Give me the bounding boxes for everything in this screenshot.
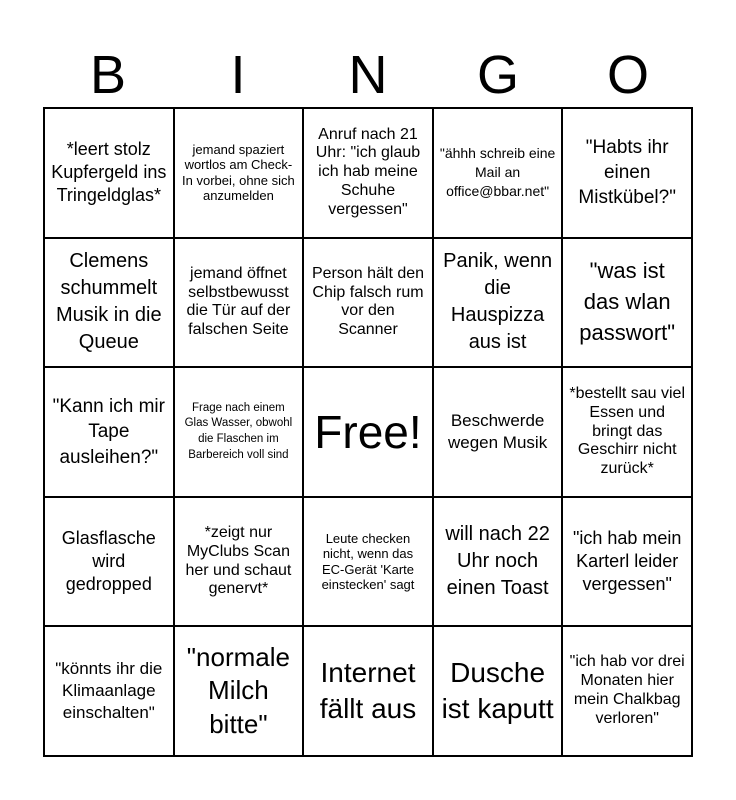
title-letter-g: G <box>476 45 519 105</box>
cell-text: will nach 22 Uhr noch einen Toast <box>445 523 550 600</box>
bingo-cell[interactable] <box>433 367 563 497</box>
bingo-cell[interactable] <box>433 238 563 368</box>
cell-text: Person hält den Chip falsch rum vor den Scanner <box>311 264 425 339</box>
cell-text: Panik, wenn die Hauspizza aus ist <box>443 250 553 354</box>
free-cell[interactable] <box>303 367 433 497</box>
bingo-cell[interactable] <box>174 497 304 627</box>
cell-text: *bestellt sau viel Essen und bringt das Geschirr nicht zurück* <box>569 384 686 478</box>
bingo-cell[interactable] <box>303 626 433 756</box>
bingo-cell[interactable] <box>433 626 563 756</box>
bingo-cell[interactable] <box>44 626 174 756</box>
cell-text: "Kann ich mir Tape ausleihen?" <box>52 396 165 468</box>
bingo-cell[interactable] <box>44 238 174 368</box>
cell-text: "ich hab mein Karterl leider vergessen" <box>572 527 682 595</box>
bingo-cell[interactable] <box>562 367 692 497</box>
bingo-cell[interactable] <box>433 108 563 238</box>
cell-text: Leute checken nicht, wenn das EC-Gerät 'Karte einstecken' sagt <box>321 530 415 592</box>
cell-text: "Habts ihr einen Mistkübel?" <box>578 136 676 209</box>
cell-text: "was ist das wlan passwort" <box>579 258 676 345</box>
cell-text: Clemens schummelt Musik in die Queue <box>55 250 162 354</box>
bingo-cell[interactable] <box>562 626 692 756</box>
bingo-grid <box>43 107 693 757</box>
cell-text: "ähhh schreib eine Mail an office@bbar.net" <box>439 145 556 200</box>
bingo-cell[interactable] <box>562 108 692 238</box>
cell-text: Dusche ist kaputt <box>441 656 554 725</box>
bingo-cell[interactable] <box>44 367 174 497</box>
bingo-cell[interactable] <box>303 108 433 238</box>
cell-text: Beschwerde wegen Musik <box>447 410 548 452</box>
bingo-cell[interactable] <box>44 108 174 238</box>
bingo-title <box>43 40 693 110</box>
cell-text: Internet fällt aus <box>319 656 417 725</box>
cell-text: jemand öffnet selbstbewusst die Tür auf der falschen Seite <box>186 264 291 339</box>
free-label: Free! <box>314 405 422 458</box>
bingo-cell[interactable] <box>174 238 304 368</box>
cell-text: jemand spaziert wortlos am Check-In vorbei, ohne sich anzumelden <box>182 142 295 204</box>
cell-text: Frage nach einem Glas Wasser, obwohl die Flaschen im Barbereich voll sind <box>184 401 293 461</box>
bingo-cell[interactable] <box>562 497 692 627</box>
cell-text: *zeigt nur MyClubs Scan her und schaut genervt* <box>185 523 292 598</box>
cell-text: "könnts ihr die Klimaanlage einschalten" <box>55 659 163 723</box>
title-letter-n: N <box>348 45 388 105</box>
bingo-cell[interactable] <box>433 497 563 627</box>
bingo-cell[interactable] <box>303 497 433 627</box>
cell-text: "ich hab vor drei Monaten hier mein Chalkbag verloren" <box>569 653 685 728</box>
bingo-cell[interactable] <box>174 108 304 238</box>
bingo-cell[interactable] <box>174 626 304 756</box>
cell-text: Glasflasche wird gedropped <box>61 527 156 595</box>
bingo-cell[interactable] <box>303 238 433 368</box>
title-letter-o: O <box>606 45 649 105</box>
title-letter-i: I <box>230 45 246 105</box>
title-letter-b: B <box>89 45 127 105</box>
bingo-cell[interactable] <box>562 238 692 368</box>
bingo-cell[interactable] <box>44 497 174 627</box>
bingo-cell[interactable] <box>174 367 304 497</box>
cell-text: *leert stolz Kupfergeld ins Tringeldglas* <box>51 138 167 206</box>
cell-text: "normale Milch bitte" <box>186 641 290 740</box>
cell-text: Anruf nach 21 Uhr: "ich glaub ich hab meine Schuhe vergessen" <box>315 125 421 219</box>
